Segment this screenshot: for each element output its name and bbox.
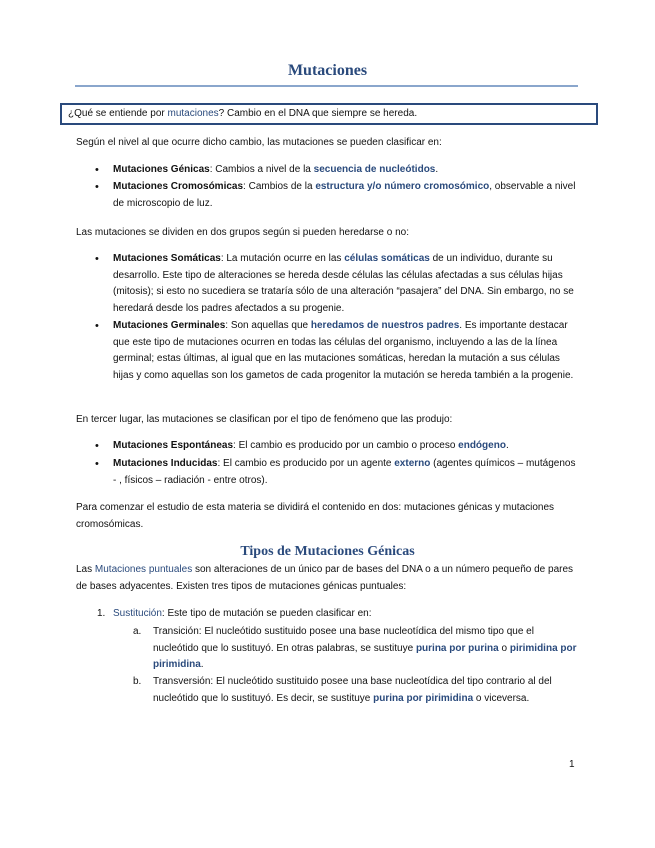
- list-item-germinales: [113, 318, 580, 384]
- conclusion-paragraph: Para comenzar el estudio de esta materia se dividirá el contenido en dos: mutaciones génicas y mutaciones cromosómicas.: [76, 502, 555, 530]
- item-text: : El cambio es producido por un agente: [217, 458, 395, 469]
- item-after: .: [505, 440, 509, 451]
- sub-mid: o viceversa.: [473, 692, 530, 704]
- item-highlight: externo: [394, 458, 431, 469]
- numbered-text: : Este tipo de mutación se pueden clasificar en:: [161, 608, 372, 619]
- item-text: : El cambio es producido por un cambio o proceso: [233, 440, 459, 451]
- page-title: Mutaciones: [287, 62, 368, 79]
- sub-marker: b.: [133, 676, 142, 687]
- item-after: .: [435, 164, 439, 175]
- point-mutations-paragraph: [76, 562, 581, 595]
- item-after: (agentes químicos – mutágenos - , físicos – radiación - entre otros).: [113, 458, 576, 486]
- sub-marker: a.: [133, 626, 142, 637]
- item-label: Mutaciones Cromosómicas: [113, 181, 244, 192]
- numbered-highlight: Sustitución: [113, 608, 162, 619]
- definition-answer: ? Cambio en el DNA que siempre se hereda.: [218, 108, 418, 119]
- item-after: . Es importante destacar que este tipo de mutaciones ocurren en todas las células del organismo, incluyendo a las de la línea germinal; estas últimas, al igual que en las mutaciones somáticas, heredan la mutación a sus células hijas y como aquellas son los gametos de cada progenitor la mutación se hereda también a la progenie.: [113, 320, 574, 381]
- sub-mid: o: [498, 642, 510, 654]
- definition-box: [60, 103, 598, 125]
- sub-item-transversion: [153, 674, 578, 707]
- item-highlight: endógeno: [458, 440, 506, 451]
- point-post: son alteraciones de un único par de bases del DNA o a un número pequeño de pares de bases adyacentes. Existen tres tipos de mutaciones génicas puntuales:: [76, 564, 574, 592]
- bullet-icon: •: [95, 253, 99, 265]
- sub-highlight-2: pirimidina por pirimidina: [153, 642, 577, 671]
- item-label: Mutaciones Somáticas: [113, 253, 221, 264]
- point-pre: Las: [76, 564, 95, 575]
- bullet-icon: •: [95, 440, 99, 452]
- intro-cause: En tercer lugar, las mutaciones se clasifican por el tipo de fenómeno que las produjo:: [76, 414, 453, 425]
- list-item-cromosomicas: [113, 179, 580, 212]
- sub-text: Transversión: El nucleótido sustituido posee una base nucleotídica del tipo contrario al del nucleótido que lo sustituyó. Es decir, se sustituye: [153, 676, 552, 704]
- numbered-marker: 1.: [97, 608, 106, 619]
- definition-question: ¿Qué se entiende por: [68, 108, 168, 119]
- sub-item-transicion: [153, 624, 578, 674]
- item-text: : Cambios a nivel de la: [209, 164, 314, 175]
- item-text: : La mutación ocurre en las: [220, 253, 345, 264]
- definition-term: mutaciones: [167, 108, 219, 119]
- sub-highlight-1: purina por pirimidina: [373, 692, 474, 704]
- item-text: : Son aquellas que: [225, 320, 311, 331]
- list-item-somaticas: [113, 251, 580, 317]
- item-highlight: estructura y/o número cromosómico: [315, 181, 490, 192]
- point-highlight: Mutaciones puntuales: [94, 564, 193, 575]
- item-text: : Cambios de la: [243, 181, 316, 192]
- item-label: Mutaciones Germinales: [113, 320, 226, 331]
- sub-highlight-1: purina por purina: [415, 642, 499, 654]
- list-item-espontaneas: [113, 438, 580, 455]
- item-highlight: células somáticas: [344, 253, 430, 264]
- intro-inherit: Las mutaciones se dividen en dos grupos según si pueden heredarse o no:: [76, 227, 410, 238]
- page-number: 1: [569, 759, 575, 770]
- bullet-icon: •: [95, 181, 99, 193]
- sub-after: .: [200, 659, 204, 671]
- intro-level: Según el nivel al que ocurre dicho cambio, las mutaciones se pueden clasificar en:: [76, 137, 442, 148]
- section-subtitle: Tipos de Mutaciones Génicas: [240, 544, 415, 559]
- list-item-inducidas: [113, 456, 580, 489]
- item-after: de un individuo, durante su desarrollo. Este tipo de alteraciones se hereda desde células las células afectadas a sus células hijas (mitosis); si esto no sucediera se trataría sólo de una alteración “pasajera” del DNA. Sin embargo, no se heredará desde los padres afectados a su progenie.: [113, 253, 574, 314]
- bullet-icon: •: [95, 164, 99, 176]
- title-underline: [75, 85, 578, 87]
- bullet-icon: •: [95, 320, 99, 332]
- bullet-icon: •: [95, 458, 99, 470]
- item-label: Mutaciones Génicas: [113, 164, 210, 175]
- item-label: Mutaciones Espontáneas: [113, 440, 234, 451]
- item-highlight: secuencia de nucleótidos: [313, 164, 436, 175]
- list-item-genicas: [113, 162, 580, 179]
- item-highlight: heredamos de nuestros padres: [310, 320, 460, 331]
- item-label: Mutaciones Inducidas: [113, 458, 218, 469]
- numbered-item-sustitucion: [113, 606, 580, 623]
- item-after: , observable a nivel de microscopio de luz.: [113, 181, 576, 209]
- sub-text: Transición: El nucleótido sustituido posee una base nucleotídica del mismo tipo que el nucleótido que lo sustituyó. En otras palabras, se sustituye: [153, 626, 534, 654]
